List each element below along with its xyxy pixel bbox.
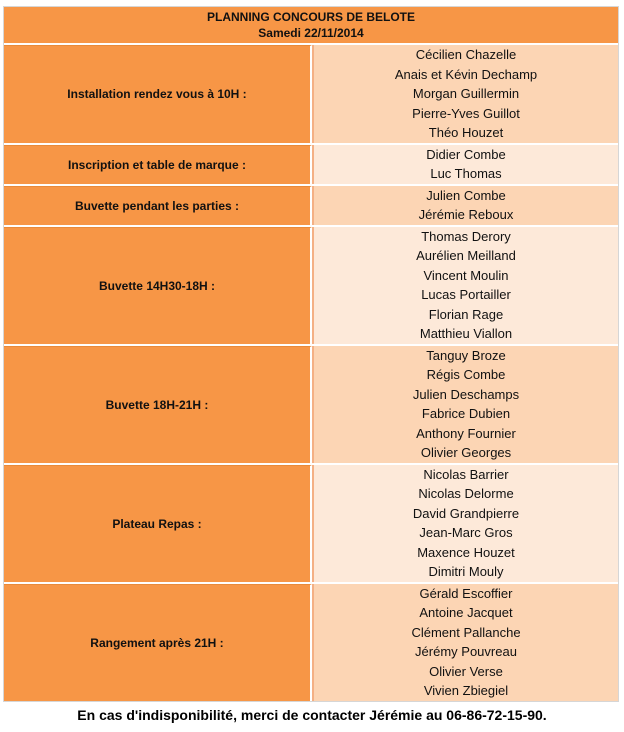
people-list	[312, 186, 618, 225]
person-name: Théo Houzet	[428, 125, 504, 140]
task-label: Plateau Repas :	[4, 465, 312, 582]
event-date: Samedi 22/11/2014	[258, 26, 364, 40]
task-label: Buvette 18H-21H :	[4, 346, 312, 463]
person-name: Vivien Zbiegiel	[423, 683, 509, 698]
person-name: Jérémie Reboux	[418, 207, 514, 222]
task-label: Installation rendez vous à 10H :	[4, 45, 312, 143]
row-plateau-repas	[4, 465, 618, 584]
person-name: Gérald Escoffier	[419, 585, 513, 601]
person-name: Julien Deschamps	[412, 386, 520, 402]
task-label: Buvette 14H30-18H :	[4, 227, 312, 344]
people-list	[312, 346, 618, 463]
people-list	[312, 584, 618, 701]
person-name: Pierre-Yves Guillot	[412, 105, 520, 121]
row-buvette-18h	[4, 346, 618, 465]
planning-table	[3, 6, 619, 702]
row-buvette-14h30	[4, 227, 618, 346]
person-name: Nicolas Delorme	[418, 486, 514, 501]
person-name: Maxence Houzet	[417, 544, 515, 560]
person-name: Florian Rage	[428, 306, 504, 322]
person-name: Jean-Marc Gros	[419, 525, 513, 540]
row-installation	[4, 45, 618, 145]
person-name: Olivier Verse	[429, 663, 503, 679]
person-name: Julien Combe	[426, 187, 506, 203]
person-name: Aurélien Meilland	[416, 248, 516, 263]
people-list	[312, 145, 618, 184]
person-name: Vincent Moulin	[423, 267, 509, 283]
person-name: Dimitri Mouly	[428, 564, 504, 579]
table-header	[4, 7, 618, 45]
person-name: Nicolas Barrier	[423, 466, 509, 482]
person-name: Anthony Fournier	[416, 425, 516, 441]
person-name: David Grandpierre	[412, 505, 520, 521]
person-name: Clément Pallanche	[411, 624, 521, 640]
row-buvette-parties	[4, 186, 618, 227]
person-name: Olivier Georges	[420, 445, 512, 460]
person-name: Matthieu Viallon	[419, 326, 513, 341]
people-list	[312, 45, 618, 143]
row-inscription	[4, 145, 618, 186]
people-list	[312, 227, 618, 344]
person-name: Régis Combe	[426, 367, 506, 382]
row-rangement	[4, 584, 618, 701]
task-label: Inscription et table de marque :	[4, 145, 312, 184]
task-label: Rangement après 21H :	[4, 584, 312, 701]
contact-note: En cas d'indisponibilité, merci de contacter Jérémie au 06-86-72-15-90.	[77, 707, 547, 723]
person-name: Cécilien Chazelle	[415, 47, 517, 62]
planning-title: PLANNING CONCOURS DE BELOTE	[206, 10, 415, 24]
person-name: Antoine Jacquet	[419, 605, 513, 620]
person-name: Anais et Kévin Dechamp	[394, 66, 538, 82]
person-name: Fabrice Dubien	[421, 406, 511, 421]
person-name: Luc Thomas	[430, 166, 502, 181]
person-name: Tanguy Broze	[426, 347, 506, 363]
people-list	[312, 465, 618, 582]
person-name: Morgan Guillermin	[412, 86, 520, 101]
person-name: Jérémy Pouvreau	[415, 644, 517, 659]
person-name: Lucas Portailler	[421, 287, 511, 302]
person-name: Didier Combe	[426, 146, 506, 162]
task-label: Buvette pendant les parties :	[4, 186, 312, 225]
person-name: Thomas Derory	[421, 228, 511, 244]
